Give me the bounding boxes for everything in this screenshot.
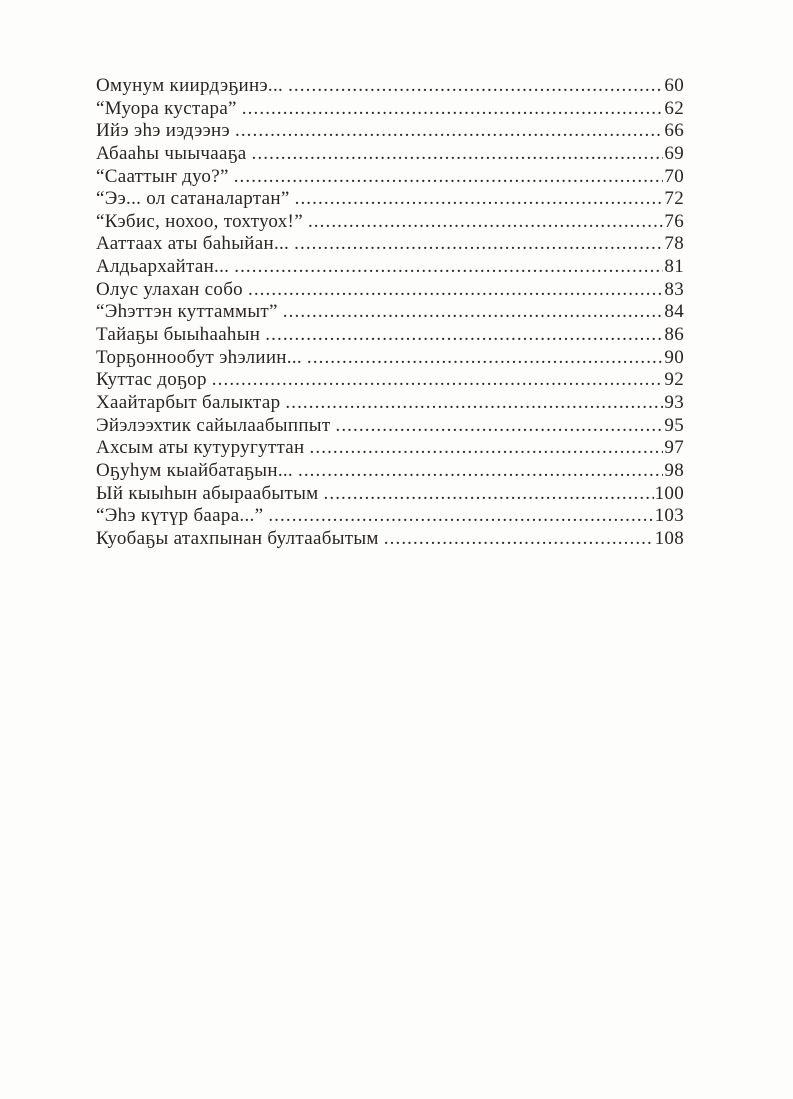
toc-entry-page: 78 xyxy=(664,233,684,255)
toc-entry-page: 98 xyxy=(664,459,684,481)
dot-leader xyxy=(307,347,663,370)
toc-entry-title: “Эһэттэн куттаммыт” xyxy=(96,301,278,323)
dot-leader xyxy=(294,233,663,256)
dot-leader xyxy=(234,256,663,279)
toc-entry-title: Омунум киирдэҕинэ... xyxy=(96,75,284,96)
dot-leader xyxy=(283,301,664,324)
toc-entry-page: 76 xyxy=(664,210,684,232)
toc-entry-title: Ааттаах аты баһыйан... xyxy=(96,233,290,255)
dot-leader xyxy=(288,75,663,98)
dot-leader xyxy=(295,188,664,211)
dot-leader xyxy=(324,483,654,506)
toc-entry-title: Эйэлээхтик сайылаабыппыт xyxy=(96,414,331,436)
toc-entry-page: 60 xyxy=(664,75,684,96)
toc-entry xyxy=(96,98,684,121)
toc-entry xyxy=(96,369,684,392)
toc-entry xyxy=(96,301,684,324)
toc-entry-page: 93 xyxy=(664,391,684,413)
toc-entry xyxy=(96,211,684,234)
dot-leader xyxy=(310,437,664,460)
toc-entry-title: Абааһы чыычааҕа xyxy=(96,142,247,164)
toc-list xyxy=(96,75,684,550)
toc-entry-page: 81 xyxy=(664,256,684,278)
toc-entry xyxy=(96,505,684,528)
dot-leader xyxy=(235,120,663,143)
toc-entry xyxy=(96,437,684,460)
dot-leader xyxy=(285,392,663,415)
toc-entry-title: Ийэ эһэ иэдээнэ xyxy=(96,120,230,142)
toc-entry xyxy=(96,188,684,211)
toc-entry-page: 70 xyxy=(664,165,684,187)
toc-entry-title: Торҕоннообут эһэлиин... xyxy=(96,346,302,368)
toc-entry-title: “Муора кустара” xyxy=(96,97,237,119)
toc-entry-title: “Сааттыҥ дуо?” xyxy=(96,165,229,187)
toc-entry-title: “Кэбис, нохоо, тохтуох!” xyxy=(96,210,303,232)
toc-entry-page: 69 xyxy=(664,142,684,164)
toc-entry-title: Ый кыыһын абыраабытым xyxy=(96,482,319,504)
toc-entry xyxy=(96,256,684,279)
toc-entry-title: Оҕуһум кыайбатаҕын... xyxy=(96,459,293,481)
toc-entry-title: Куобаҕы атахпынан бултаабытым xyxy=(96,527,379,549)
toc-entry-page: 83 xyxy=(664,278,684,300)
toc-entry-page: 90 xyxy=(664,346,684,368)
toc-entry xyxy=(96,143,684,166)
toc-entry-title: Олус улахан собо xyxy=(96,278,243,300)
toc-entry xyxy=(96,166,684,189)
toc-entry-page: 95 xyxy=(664,414,684,436)
dot-leader xyxy=(384,528,654,551)
toc-entry xyxy=(96,120,684,143)
toc-entry-page: 100 xyxy=(654,482,684,504)
dot-leader xyxy=(248,279,663,302)
toc-entry-page: 92 xyxy=(664,369,684,391)
toc-entry-page: 108 xyxy=(654,527,684,549)
dot-leader xyxy=(252,143,664,166)
toc-entry xyxy=(96,233,684,256)
toc-entry xyxy=(96,483,684,506)
toc-entry xyxy=(96,324,684,347)
dot-leader xyxy=(242,98,664,121)
dot-leader xyxy=(268,505,653,528)
toc-entry-page: 62 xyxy=(664,97,684,119)
dot-leader xyxy=(335,415,663,438)
toc-entry xyxy=(96,347,684,370)
toc-entry-page: 84 xyxy=(664,301,684,323)
toc-entry xyxy=(96,75,684,98)
toc-entry-page: 97 xyxy=(664,437,684,459)
toc-entry xyxy=(96,528,684,551)
toc-entry xyxy=(96,415,684,438)
toc-entry xyxy=(96,392,684,415)
dot-leader xyxy=(212,369,664,392)
toc-entry-title: Тайаҕы быыһааһын xyxy=(96,324,261,346)
toc-entry-title: Ахсым аты кутуругуттан xyxy=(96,437,305,459)
toc-entry-title: “Ээ... ол сатаналартан” xyxy=(96,188,290,210)
toc-entry-title: Хаайтарбыт балыктар xyxy=(96,391,281,413)
toc-entry-page: 86 xyxy=(664,324,684,346)
toc-entry xyxy=(96,460,684,483)
toc-entry-title: Алдьархайтан... xyxy=(96,256,230,278)
toc-entry-title: Куттас доҕор xyxy=(96,369,207,391)
toc-entry xyxy=(96,279,684,302)
toc-entry-title: “Эһэ күтүр баара...” xyxy=(96,505,264,527)
dot-leader xyxy=(308,211,663,234)
toc-entry-page: 72 xyxy=(664,188,684,210)
dot-leader xyxy=(265,324,663,347)
toc-entry-page: 103 xyxy=(654,505,684,527)
dot-leader xyxy=(298,460,663,483)
toc-entry-page: 66 xyxy=(664,120,684,142)
dot-leader xyxy=(234,166,664,189)
